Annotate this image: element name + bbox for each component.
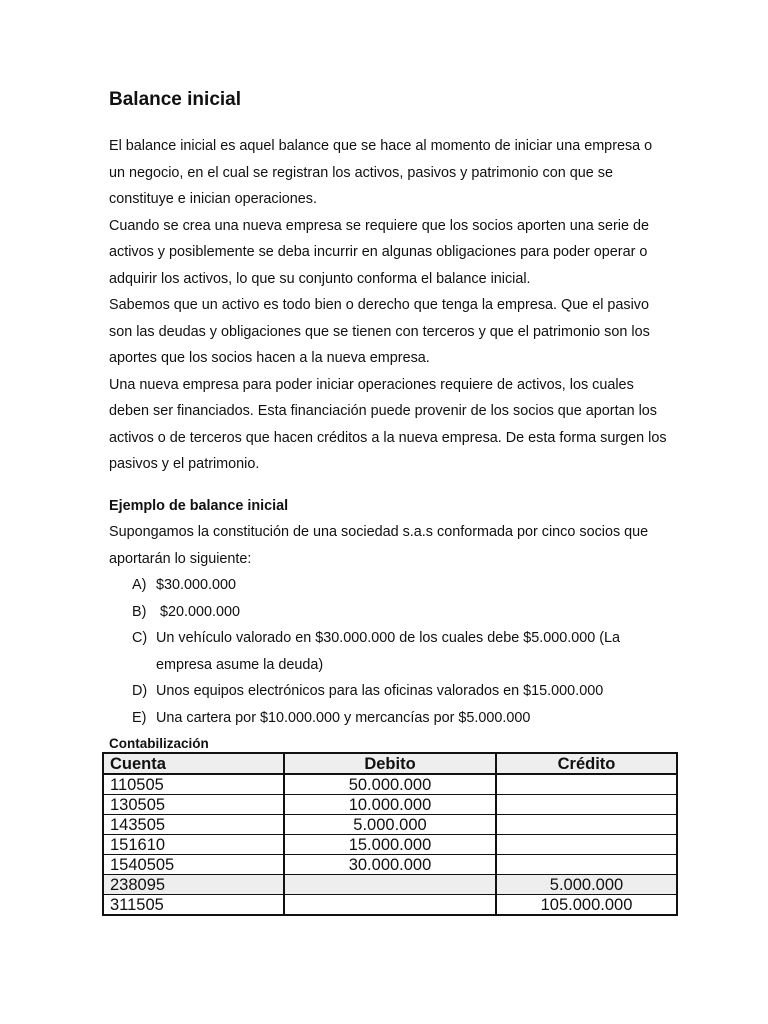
table-row	[103, 815, 677, 835]
list-item-text: Un vehículo valorado en $30.000.000 de los cuales debe $5.000.000 (La empresa asume la deuda)	[156, 630, 621, 673]
cell-debito: 30.000.000	[284, 855, 496, 875]
cell-credito: 5.000.000	[496, 875, 677, 895]
list-item-text: Unos equipos electrónicos para las oficinas valorados en $15.000.000	[156, 683, 604, 699]
table-row	[103, 774, 677, 795]
header-credito: Crédito	[496, 753, 677, 774]
header-debito: Debito	[284, 753, 496, 774]
example-section	[109, 519, 669, 731]
cell-credito	[496, 795, 677, 815]
list-item	[109, 572, 669, 599]
cell-credito	[496, 815, 677, 835]
example-intro: Supongamos la constitución de una sociedad s.a.s conformada por cinco socios que aportarán lo siguiente:	[109, 524, 649, 567]
intro-section	[109, 133, 669, 478]
cell-debito: 15.000.000	[284, 835, 496, 855]
example-heading: Ejemplo de balance inicial	[109, 498, 289, 514]
cell-debito: 5.000.000	[284, 815, 496, 835]
accounting-table	[102, 752, 678, 916]
list-item	[109, 599, 669, 626]
header-cuenta: Cuenta	[103, 753, 284, 774]
list-marker: C)	[132, 630, 148, 646]
table-row	[103, 795, 677, 815]
cell-credito	[496, 835, 677, 855]
accounting-label: Contabilización	[109, 736, 209, 751]
list-marker: D)	[132, 683, 148, 699]
cell-cuenta: 110505	[103, 774, 284, 795]
list-item-text: $30.000.000	[156, 577, 237, 593]
list-item-text: $20.000.000	[156, 603, 241, 620]
list-marker: B)	[132, 603, 147, 620]
cell-credito	[496, 855, 677, 875]
cell-debito	[284, 875, 496, 895]
cell-cuenta: 1540505	[103, 855, 284, 875]
paragraph: Sabemos que un activo es todo bien o derecho que tenga la empresa. Que el pasivo son las deudas y obligaciones que se tienen con terceros y que el patrimonio son los aportes que los socios hacen a la nueva empresa.	[109, 297, 650, 366]
document-title: Balance inicial	[109, 89, 242, 110]
paragraph: Una nueva empresa para poder iniciar operaciones requiere de activos, los cuales deben ser financiados. Esta financiación puede provenir de los socios que aportan los activos o de terceros que hacen créditos a la nueva empresa. De esta forma surgen los pasivos y el patrimonio.	[109, 376, 667, 472]
list-marker: E)	[132, 709, 147, 726]
list-marker: A)	[132, 577, 147, 593]
cell-cuenta: 130505	[103, 795, 284, 815]
paragraph: El balance inicial es aquel balance que se hace al momento de iniciar una empresa o un negocio, en el cual se registran los activos, pasivos y patrimonio con que se constituye e inician operaciones.	[109, 138, 653, 207]
cell-credito	[496, 774, 677, 795]
cell-cuenta: 143505	[103, 815, 284, 835]
list-item	[109, 678, 669, 705]
table-row	[103, 875, 677, 895]
cell-credito: 105.000.000	[496, 895, 677, 916]
table-row	[103, 855, 677, 875]
cell-cuenta: 238095	[103, 875, 284, 895]
list-item-text: Una cartera por $10.000.000 y mercancías por $5.000.000	[156, 709, 531, 726]
contribution-list	[109, 572, 669, 731]
cell-debito: 10.000.000	[284, 795, 496, 815]
paragraph: Cuando se crea una nueva empresa se requiere que los socios aporten una serie de activos y posiblemente se deba incurrir en algunas obligaciones para poder operar o adquirir los activos, lo que su conjunto conforma el balance inicial.	[109, 217, 649, 287]
list-item	[109, 625, 669, 678]
table-header-row	[103, 753, 677, 774]
cell-debito	[284, 895, 496, 916]
cell-debito: 50.000.000	[284, 774, 496, 795]
list-item	[109, 705, 669, 732]
table-row	[103, 895, 677, 916]
table-row	[103, 835, 677, 855]
cell-cuenta: 311505	[103, 895, 284, 916]
cell-cuenta: 151610	[103, 835, 284, 855]
